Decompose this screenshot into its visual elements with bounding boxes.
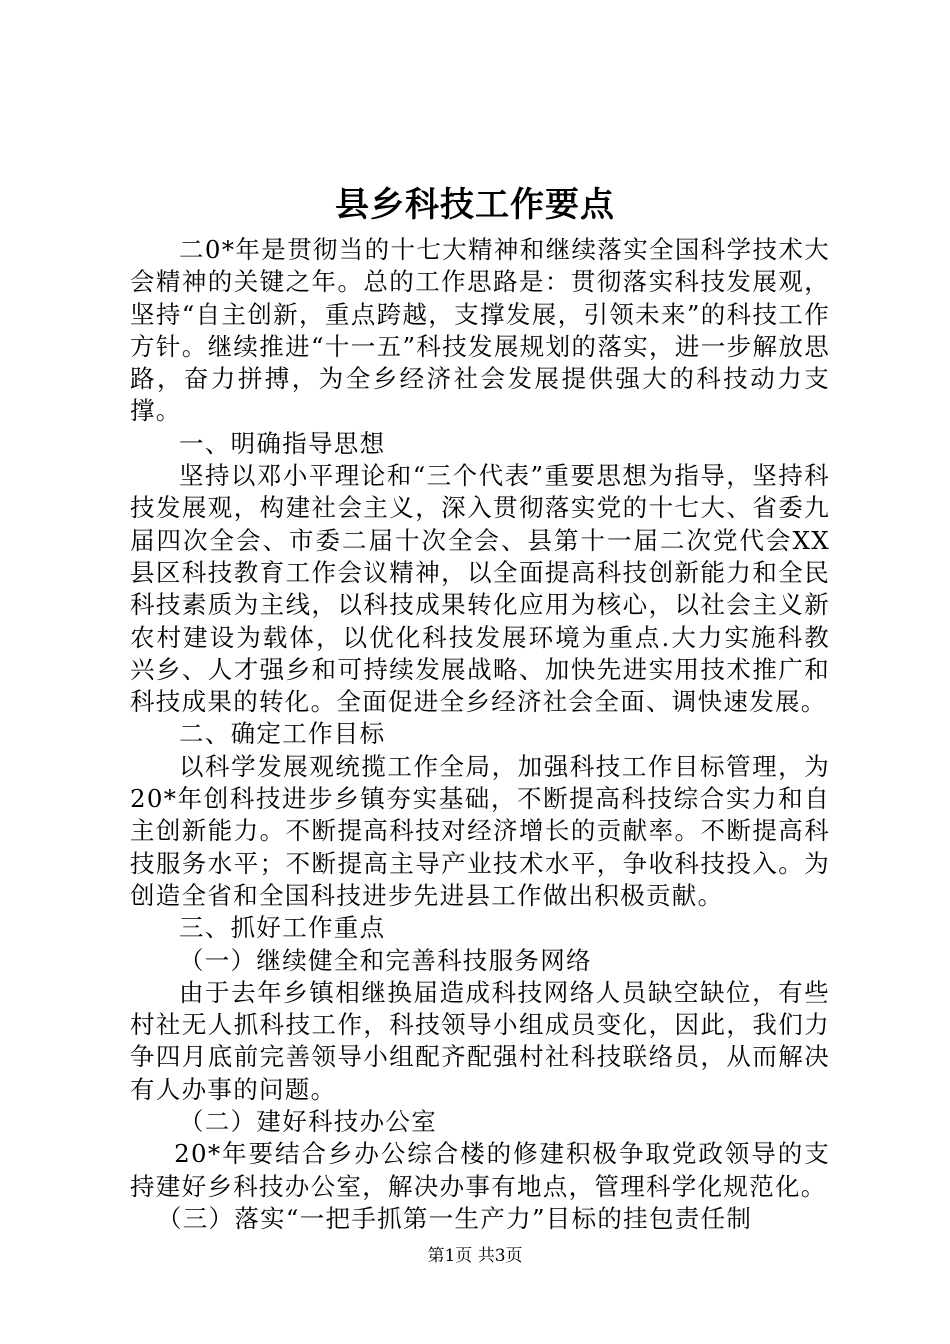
paragraph-intro: 二0*年是贯彻当的十七大精神和继续落实全国科学技术大会精神的关键之年。总的工作思路是：贯彻落实科技发展观，坚持“自主创新，重点跨越，支撑发展，引领未来”的科技工作方针。继续推进“十一五”科技发展规划的落实，进一步解放思路，奋力拼搏，为全乡经济社会发展提供强大的科技动力支撑。 xyxy=(130,235,830,426)
section-heading-1: 一、明确指导思想 xyxy=(179,428,386,458)
section-heading-3: 三、抓好工作重点 xyxy=(179,913,386,943)
subsection-heading-1: （一）继续健全和完善科技服务网络 xyxy=(179,945,592,975)
document-title: 县乡科技工作要点 xyxy=(335,185,615,225)
document-body xyxy=(130,234,830,1235)
paragraph-office: 20*年要结合乡办公综合楼的修建积极争取党政领导的支持建好乡科技办公室，解决办事有地点，管理科学化规范化。 xyxy=(130,1139,830,1201)
page-footer: 第1页 共3页 xyxy=(427,1246,523,1266)
subsection-heading-3: （三）落实“一把手抓第一生产力”目标的挂包责任制 xyxy=(156,1203,753,1233)
subsection-heading-2: （二）建好科技办公室 xyxy=(179,1107,437,1137)
paragraph-work-goals: 以科学发展观统揽工作全局，加强科技工作目标管理，为20*年创科技进步乡镇夯实基础，不断提高科技综合实力和自主创新能力。不断提高科技对经济增长的贡献率。不断提高科技服务水平；不断提高主导产业技术水平，争收科技投入。为创造全省和全国科技进步先进县工作做出积极贡献。 xyxy=(130,751,830,910)
section-heading-2: 二、确定工作目标 xyxy=(179,719,386,749)
paragraph-service-network: 由于去年乡镇相继换届造成科技网络人员缺空缺位，有些村社无人抓科技工作，科技领导小组成员变化，因此，我们力争四月底前完善领导小组配齐配强村社科技联络员，从而解决有人办事的问题。 xyxy=(130,977,830,1104)
paragraph-guiding-thought: 坚持以邓小平理论和“三个代表”重要思想为指导，坚持科技发展观，构建社会主义，深入贯彻落实党的十七大、省委九届四次全会、市委二届十次全会、县第十一届二次党代会XX县区科技教育工作会议精神，以全面提高科技创新能力和全民科技素质为主线，以科技成果转化应用为核心，以社会主义新农村建设为载体，以优化科技发展环境为重点.大力实施科教兴乡、人才强乡和可持续发展战略、加快先进实用技术推广和科技成果的转化。全面促进全乡经济社会全面、调快速发展。 xyxy=(130,461,830,717)
